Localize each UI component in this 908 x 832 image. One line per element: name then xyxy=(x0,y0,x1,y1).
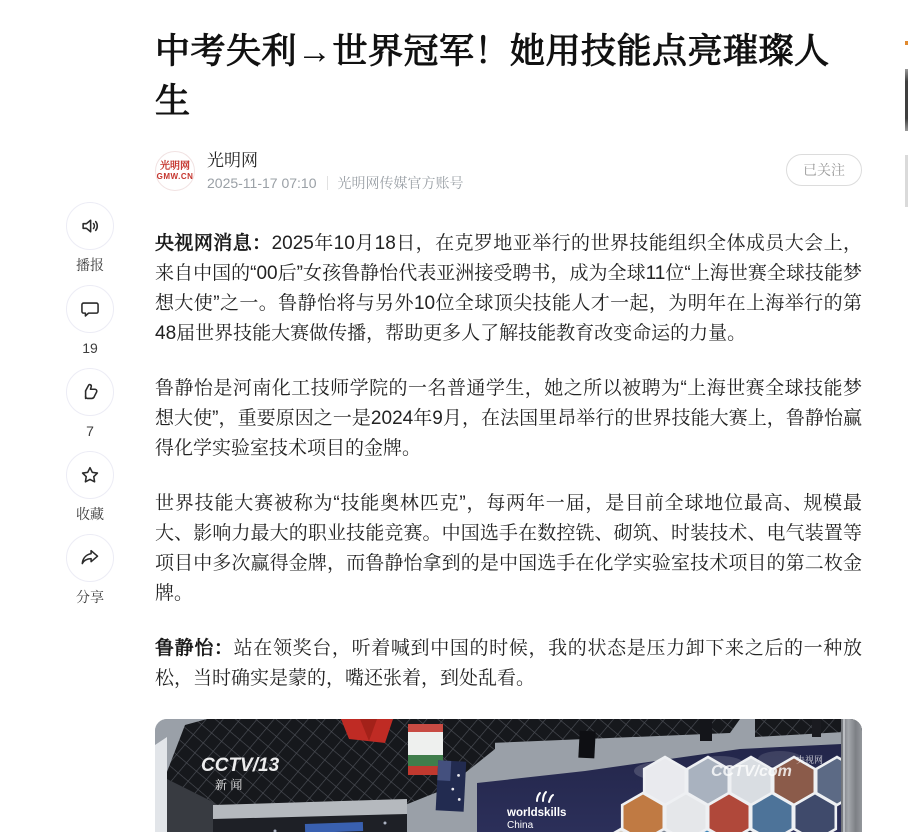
paragraph: 世界技能大赛被称为“技能奥林匹克”，每两年一届，是目前全球地位最高、规模最大、影响力最大的职业技能竞赛。中国选手在数控铣、砌筑、时装技术、电气装置等项目中多次赢得金牌，而鲁静怡拿到的是中国选手在化学实验室技术项目的第二枚金牌。 xyxy=(155,493,862,604)
star-icon[interactable] xyxy=(66,451,114,499)
avatar-logo-text: 光明网 xyxy=(160,161,190,172)
sidebar-item-label: 收藏 xyxy=(76,506,104,522)
paragraph-lead: 央视网消息： xyxy=(155,233,272,254)
follow-button[interactable]: 已关注 xyxy=(786,154,862,186)
author-name[interactable]: 光明网 xyxy=(207,150,258,170)
svg-text:China: China xyxy=(507,820,534,831)
author-meta xyxy=(207,174,464,192)
article-body xyxy=(155,229,862,694)
svg-text:央视网: 央视网 xyxy=(796,755,824,765)
avatar-logo-abbr: GMW.CN xyxy=(156,172,194,181)
share-icon[interactable] xyxy=(66,534,114,582)
news-frame-graphic xyxy=(155,719,862,832)
paragraph: 央视网消息：2025年10月18日，在克罗地亚举行的世界技能组织全体成员大会上，来自中国的“00后”女孩鲁静怡代表亚洲接受聘书，成为全球11位“上海世赛全球技能梦想大使”之一。鲁静怡将与另外10位全球顶尖技能人才一起，为明年在上海举行的第48届世界技能大赛做传播，帮助更多人了解技能教育改变命运的力量。 xyxy=(155,233,862,344)
comment-count: 19 xyxy=(82,340,98,356)
paragraph: 鲁静怡：站在领奖台，听着喊到中国的时候，我的状态是压力卸下来之后的一种放松，当时确实是蒙的，嘴还张着，到处乱看。 xyxy=(155,638,862,689)
comment-icon[interactable] xyxy=(66,285,114,333)
publish-timestamp: 2025-11-17 07:10 xyxy=(207,174,317,191)
sidebar-item-broadcast[interactable] xyxy=(66,202,114,274)
author-info xyxy=(207,151,464,192)
sidebar-item-favorite[interactable] xyxy=(66,451,114,523)
author-row xyxy=(155,149,862,193)
speaker-icon[interactable] xyxy=(66,202,114,250)
sidebar-item-label: 分享 xyxy=(76,589,104,605)
svg-text:worldskills: worldskills xyxy=(507,807,567,819)
svg-text:CCTV/com: CCTV/com xyxy=(711,763,792,780)
australian-flag xyxy=(436,760,467,811)
hungarian-flag xyxy=(408,724,443,775)
meta-divider xyxy=(327,176,328,190)
account-label: 光明网传媒官方账号 xyxy=(337,174,464,191)
thumbs-up-icon[interactable] xyxy=(66,368,114,416)
article-main xyxy=(155,0,862,832)
sidebar-item-share[interactable] xyxy=(66,534,114,606)
sidebar-item-like[interactable] xyxy=(66,368,114,440)
avatar[interactable] xyxy=(155,151,195,191)
sidebar-item-comments[interactable] xyxy=(66,285,114,357)
paragraph-lead: 鲁静怡： xyxy=(155,638,234,659)
paragraph: 鲁静怡是河南化工技师学院的一名普通学生，她之所以被聘为“上海世赛全球技能梦想大使”，重要原因之一是2024年9月，在法国里昂举行的世界技能大赛上，鲁静怡赢得化学实验室技术项目的金牌。 xyxy=(155,378,862,459)
svg-text:CCTV/13: CCTV/13 xyxy=(201,755,280,776)
like-count: 7 xyxy=(86,423,94,439)
action-sidebar xyxy=(64,202,116,617)
hero-news-image[interactable] xyxy=(155,719,862,832)
sidebar-item-label: 播报 xyxy=(76,257,104,273)
page-title: 中考失利→世界冠军！她用技能点亮璀璨人生 xyxy=(155,32,830,121)
svg-text:新 闻: 新 闻 xyxy=(215,778,243,792)
